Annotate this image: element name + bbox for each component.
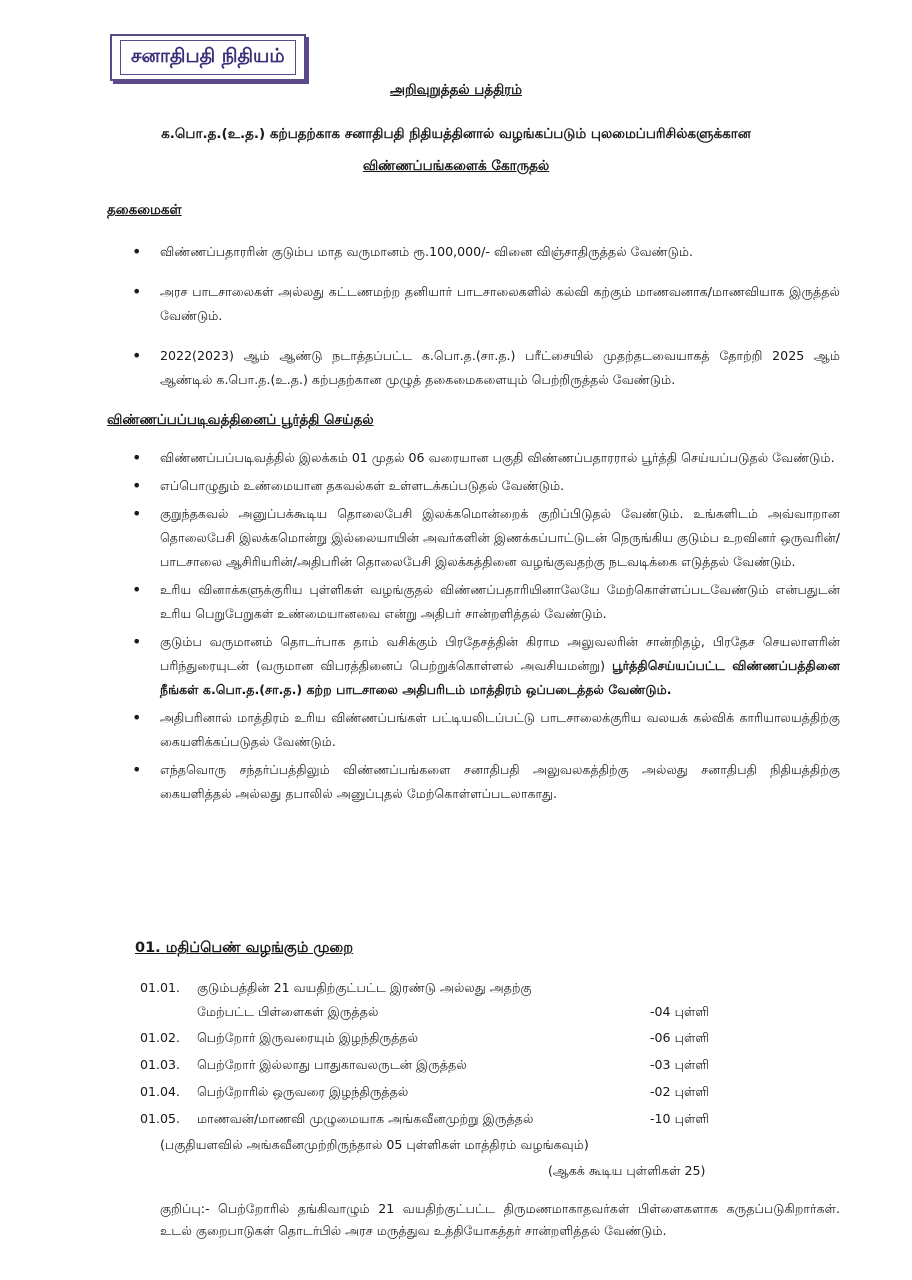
document-title: அறிவுறுத்தல் பத்திரம்: [389, 82, 523, 98]
row-number: 01.04.: [140, 1084, 181, 1099]
row-number: 01.01.: [140, 980, 181, 995]
row-points: -10 புள்ளி: [650, 1111, 710, 1126]
list-item: • அதிபரினால் மாத்திரம் உரிய விண்ணப்பங்கள் பட்டியலிடப்பட்டு பாடசாலைக்குரிய வலயக் கல்விக் காரியாலயத்திற்கு கையளிக்கப்படுதல் வேண்டும்.: [130, 706, 840, 754]
footnote: குறிப்பு:- பெற்றோரில் தங்கிவாழும் 21 வயதிற்குட்பட்ட திருமணமாகாதவர்கள் பிள்ளைகளாக கருதப்படுகிறார்கள். உடல் குறைபாடுகள் தொடர்பில் அரச மருத்துவ உத்தியோகத்தர் சான்றளித்தல் வேண்டும்.: [160, 1201, 840, 1238]
subtitle-line-1: க.பொ.த.(உ.த.) கற்பதற்காக சனாதிபதி நிதியத்தினால் வழங்கப்படும் புலமைப்பரிசில்களுக்கான: [161, 126, 751, 142]
income-text: குடும்ப வருமானம் தொடர்பாக தாம் வசிக்கும் பிரதேசத்தின் கிராம அலுவலரின் சான்றிதழ், பிரதேச செயலாளரின் பரிந்துரையுடன் (வருமான விபரத்தினைப் பெற்றுக்கொள்ளல் அவசியமன்று): [160, 634, 840, 673]
eligibility-list: [130, 240, 840, 408]
row-number: 01.03.: [140, 1057, 181, 1072]
eligibility-heading: தகைமைகள்: [107, 202, 182, 218]
list-item-income: [130, 630, 840, 702]
list-item: • அரச பாடசாலைகள் அல்லது கட்டணமற்ற தனியார் பாடசாலைகளில் கல்வி கற்கும் மாணவனாக/மாணவியாக இருத்தல் வேண்டும்.: [130, 280, 840, 328]
subtitle-line-2: விண்ணப்பங்களைக் கோருதல்: [362, 158, 550, 174]
row-text: பெற்றோர் இல்லாது பாதுகாவலருடன் இருத்தல்: [197, 1057, 467, 1072]
row-points: -04 புள்ளி: [650, 1004, 710, 1019]
list-item: • எந்தவொரு சந்தர்ப்பத்திலும் விண்ணப்பங்களை சனாதிபதி அலுவலகத்திற்கு அல்லது சனாதிபதி நிதியத்திற்கு கையளித்தல் அல்லது தபாலில் அனுப்புதல் மேற்கொள்ளப்படலாகாது.: [130, 758, 840, 806]
row-text: பெற்றோரில் ஒருவரை இழந்திருத்தல்: [197, 1084, 409, 1099]
row-text: பெற்றோர் இருவரையும் இழந்திருத்தல்: [197, 1030, 419, 1045]
row-points: -06 புள்ளி: [650, 1030, 710, 1045]
list-item: • 2022(2023) ஆம் ஆண்டு நடாத்தப்பட்ட க.பொ.த.(சா.த.) பரீட்சையில் முதற்தடவையாகத் தோற்றி 2025 ஆம் ஆண்டில் க.பொ.த.(உ.த.) கற்பதற்கான முழுத் தகைமைகளையும் பெற்றிருத்தல் வேண்டும்.: [130, 344, 840, 392]
fund-stamp: [110, 34, 306, 81]
list-item: • உரிய வினாக்களுக்குரிய புள்ளிகள் வழங்குதல் விண்ணப்பதாரியினாலேயே மேற்கொள்ளப்படவேண்டும் என்பதுடன் உரிய பெறுபேறுகள் உண்மையானவை என்று அதிபர் சான்றளித்தல் வேண்டும்.: [130, 578, 840, 626]
row-number: 01.05.: [140, 1111, 181, 1126]
partial-disability-note: (பகுதியளவில் அங்கவீனமுற்றிருந்தால் 05 புள்ளிகள் மாத்திரம் வழங்கவும்): [160, 1137, 589, 1152]
list-item: • விண்ணப்பதாரரின் குடும்ப மாத வருமானம் ரூ.100,000/- வினை விஞ்சாதிருத்தல் வேண்டும்.: [130, 240, 840, 264]
list-item: • விண்ணப்பப்படிவத்தில் இலக்கம் 01 முதல் 06 வரையான பகுதி விண்ணப்பதாரரால் பூர்த்தி செய்யப்படுதல் வேண்டும்.: [130, 446, 840, 470]
row-number: 01.02.: [140, 1030, 181, 1045]
row-text: குடும்பத்தின் 21 வயதிற்குட்பட்ட இரண்டு அல்லது அதற்கு: [197, 980, 532, 995]
row-points: -02 புள்ளி: [650, 1084, 710, 1099]
list-item: • குறுந்தகவல் அனுப்பக்கூடிய தொலைபேசி இலக்கமொன்றைக் குறிப்பிடுதல் வேண்டும். உங்களிடம் அவ்வாறான தொலைபேசி இலக்கமொன்று இல்லையாயின் அவர்களின் இணக்கப்பாட்டுடன் நெருங்கிய குடும்ப உறவினர் ஒருவரின்/பாடசாலை ஆசிரியரின்/அதிபரின் தொலைபேசி இலக்கத்தினை வழங்குவதற்கு நடவடிக்கை எடுத்தல் வேண்டும்.: [130, 502, 840, 574]
max-points-note: (ஆகக் கூடிய புள்ளிகள் 25): [548, 1163, 706, 1178]
form-completion-heading: விண்ணப்பப்படிவத்தினைப் பூர்த்தி செய்தல்: [107, 412, 374, 428]
list-item: • எப்பொழுதும் உண்மையான தகவல்கள் உள்ளடக்கப்படுதல் வேண்டும்.: [130, 474, 840, 498]
row-text: மாணவன்/மாணவி முழுமையாக அங்கவீனமுற்று இருத்தல்: [197, 1111, 534, 1126]
form-completion-list: [130, 446, 840, 810]
row-text-continued: மேற்பட்ட பிள்ளைகள் இருத்தல்: [197, 1004, 379, 1019]
stamp-text: சனாதிபதி நிதியம்: [120, 40, 296, 75]
scoring-heading: 01. மதிப்பெண் வழங்கும் முறை: [135, 940, 354, 956]
row-points: -03 புள்ளி: [650, 1057, 710, 1072]
income-bold-text: பூர்த்திசெய்யப்பட்ட விண்ணப்பத்தினை நீங்கள் க.பொ.த.(சா.த.) கற்ற பாடசாலை அதிபரிடம் மாத்திரம் ஒப்படைத்தல் வேண்டும்.: [160, 658, 840, 697]
